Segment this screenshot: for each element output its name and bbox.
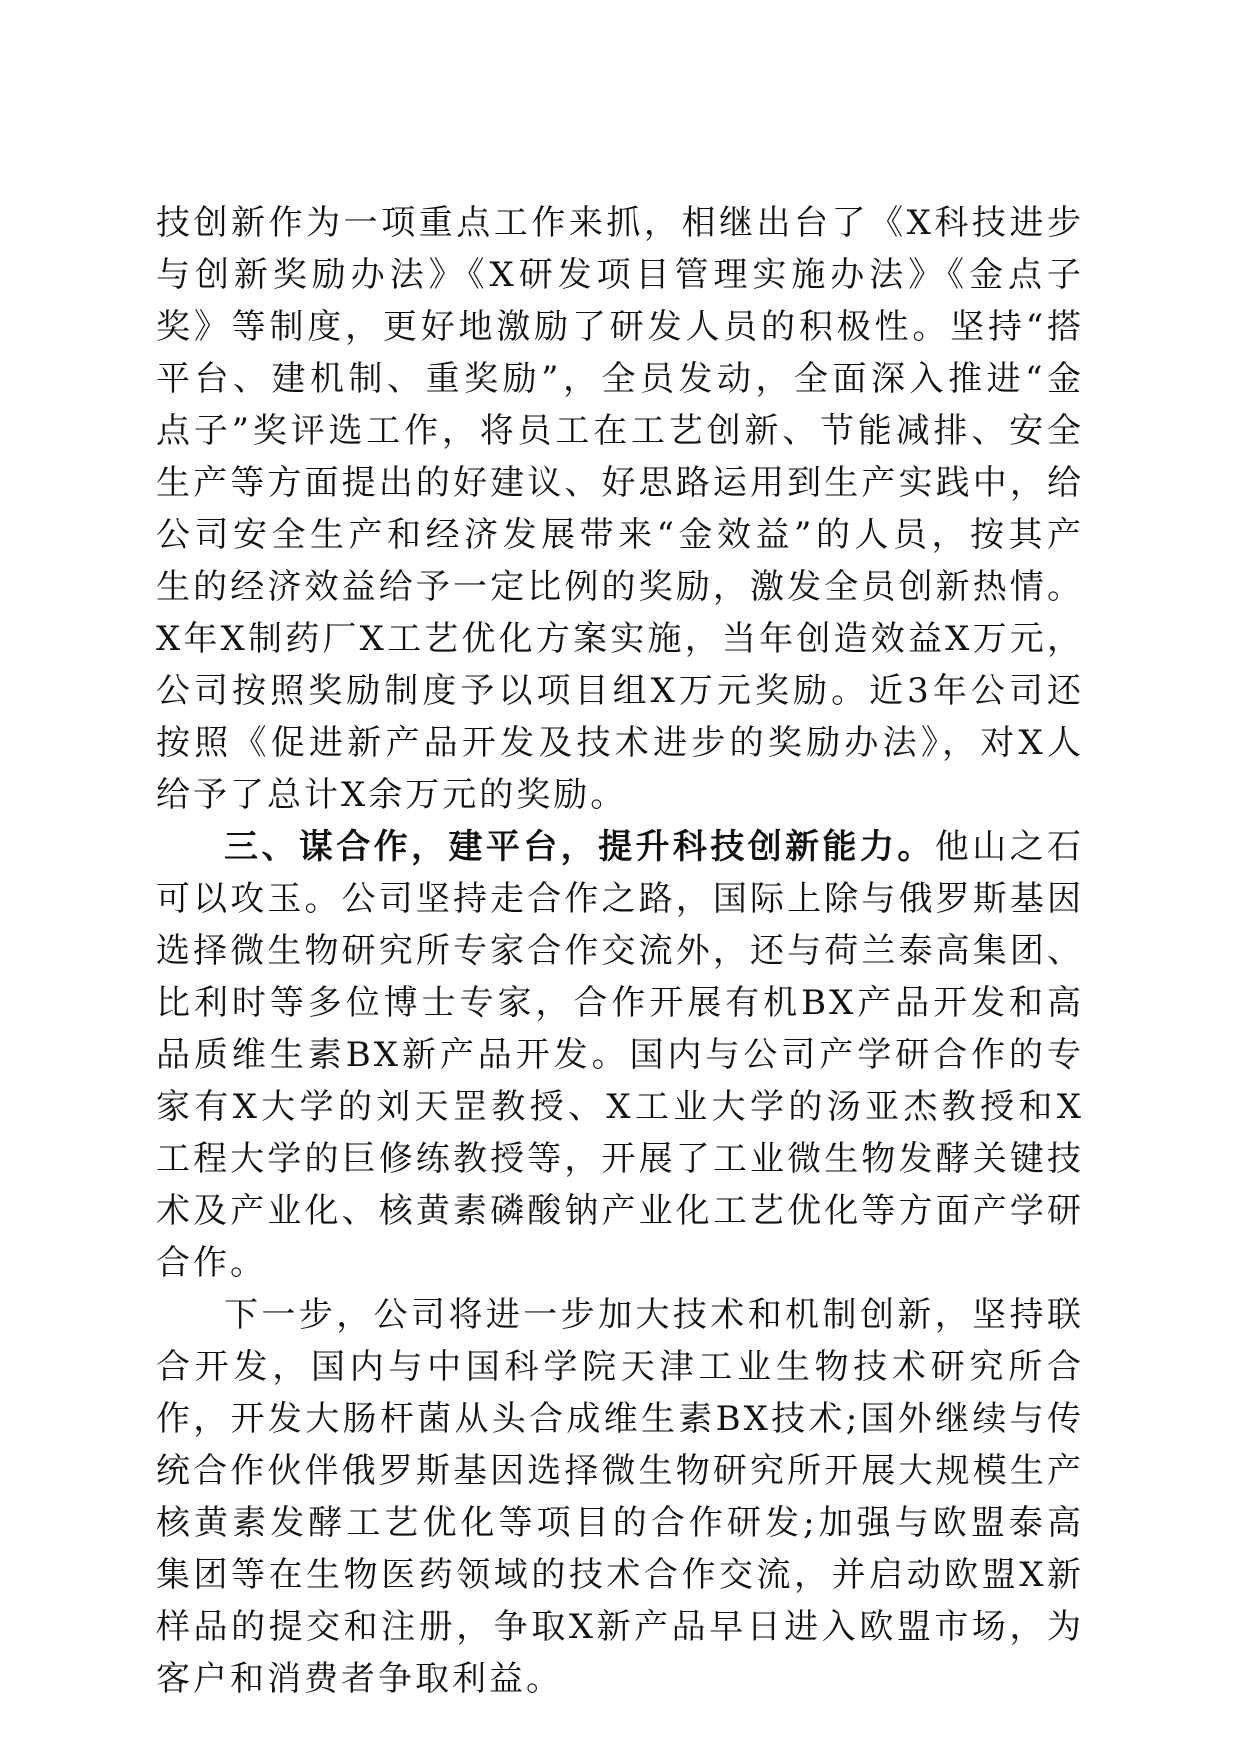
paragraph-cooperation — [156, 821, 1084, 1289]
paragraph-next-steps: 下一步，公司将进一步加大技术和机制创新，坚持联合开发，国内与中国科学院天津工业生物技术研究所合作，开发大肠杆菌从头合成维生素BX技术;国外继续与传统合作伙伴俄罗斯基因选择微生物研究所开展大规模生产核黄素发酵工艺优化等项目的合作研发;加强与欧盟泰高集团等在生物医药领域的技术合作交流，并启动欧盟X新样品的提交和注册，争取X新产品早日进入欧盟市场，为客户和消费者争取利益。 — [156, 1295, 1084, 1699]
paragraph-incentives: 技创新作为一项重点工作来抓，相继出台了《X科技进步与创新奖励办法》《X研发项目管理实施办法》《金点子奖》等制度，更好地激励了研发人员的积极性。坚持“搭平台、建机制、重奖励”，全员发动，全面深入推进“金点子”奖评选工作，将员工在工艺创新、节能减排、安全生产等方面提出的好建议、好思路运用到生产实践中，给公司安全生产和经济发展带来“金效益”的人员，按其产生的经济效益给予一定比例的奖励，激发全员创新热情。X年X制药厂X工艺优化方案实施，当年创造效益X万元，公司按照奖励制度予以项目组X万元奖励。近3年公司还按照《促进新产品开发及技术进步的奖励办法》，对X人给予了总计X余万元的奖励。 — [156, 203, 1084, 815]
paragraph-cooperation-body: 他山之石可以攻玉。公司坚持走合作之路，国际上除与俄罗斯基因选择微生物研究所专家合作交流外，还与荷兰泰高集团、比利时等多位博士专家，合作开展有机BX产品开发和高品质维生素BX新产品开发。国内与公司产学研合作的专家有X大学的刘天罡教授、X工业大学的汤亚杰教授和X工程大学的巨修练教授等，开展了工业微生物发酵关键技术及产业化、核黄素磷酸钠产业化工艺优化等方面产学研合作。 — [156, 827, 1085, 1283]
document-body — [156, 197, 1084, 1705]
section-heading-cooperation: 三、谋合作，建平台，提升科技创新能力。 — [224, 827, 935, 867]
